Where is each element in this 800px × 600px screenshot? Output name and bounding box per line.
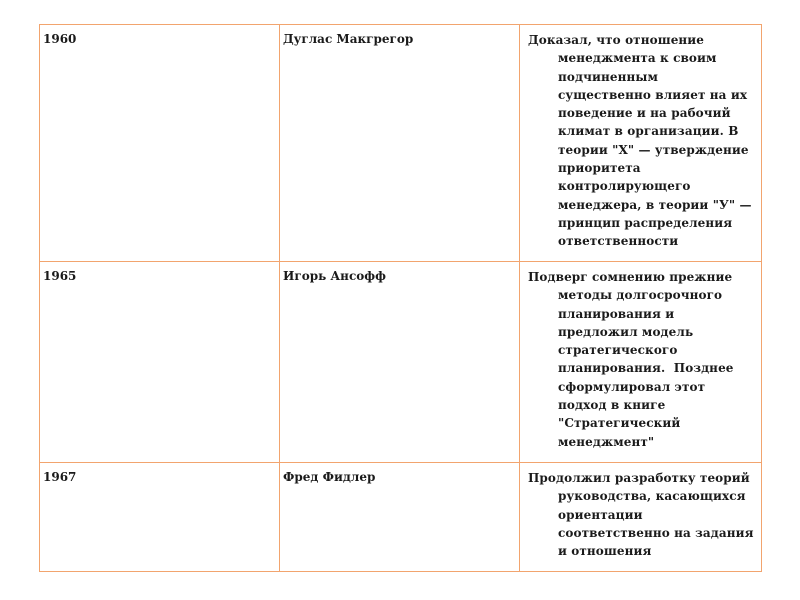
year-cell: 1960 [40,25,280,262]
person-cell: Дуглас Макгрегор [280,25,520,262]
description-text: Доказал, что отношение менеджмента к своим подчиненным существенно влияет на их поведение и на рабочий климат в организации. В теории "X" — утверждение приоритета контролирующего менеджера, в теории "У" — принцип распределения ответственности [528,33,752,249]
person-cell: Игорь Ансофф [280,262,520,463]
description-text: Продолжил разработку теорий руководства, касающихся ориентации соответственно на задания и отношения [528,471,754,559]
table-row [40,262,762,463]
year-cell: 1965 [40,262,280,463]
table-row [40,463,762,572]
person-cell: Фред Фидлер [280,463,520,572]
table-row [40,25,762,262]
description-text: Подверг сомнению прежние методы долгосрочного планирования и предложил модель стратегического планирования. Позднее сформулировал этот подход в книге "Стратегический менеджмент" [528,270,738,449]
description-cell [520,25,762,262]
management-history-table [39,24,762,572]
description-cell [520,262,762,463]
year-cell: 1967 [40,463,280,572]
description-cell [520,463,762,572]
